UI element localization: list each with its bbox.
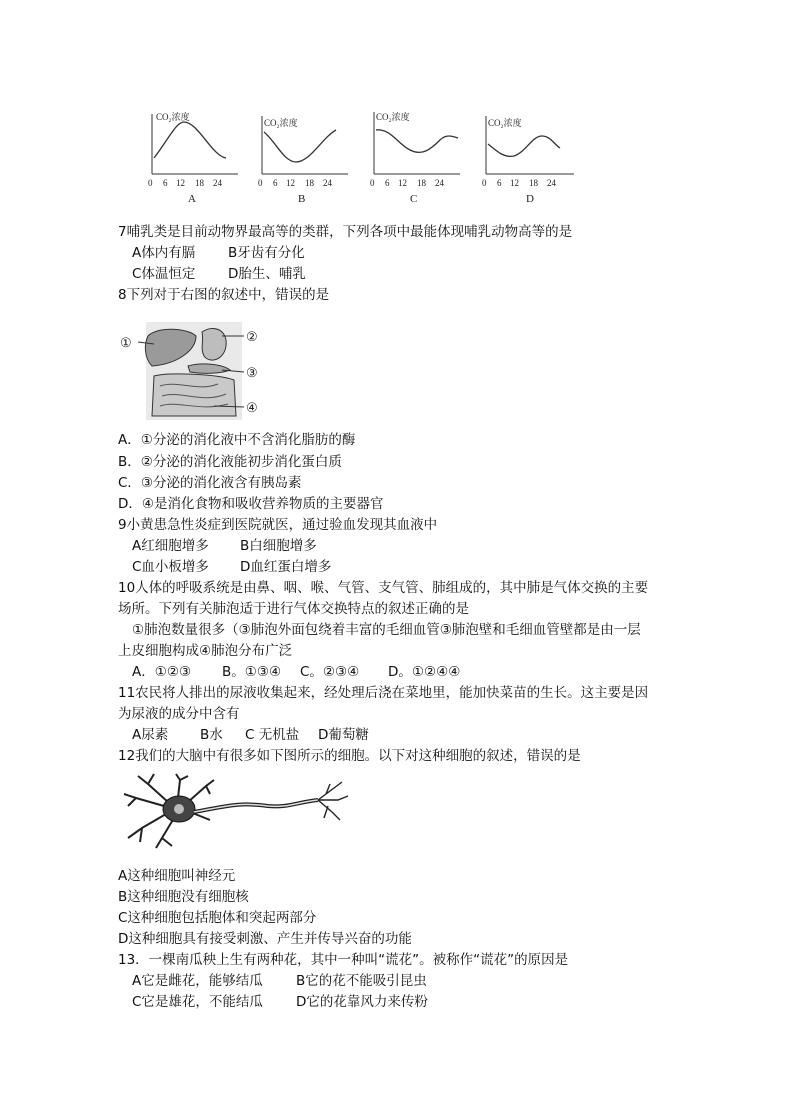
q8-option-d: D．④是消化食物和吸收营养物质的主要器官 [118, 496, 384, 512]
q9-option-a: A红细胞增多 [132, 538, 209, 554]
graph-a-tick-1: 6 [163, 178, 168, 188]
graph-d [482, 116, 574, 205]
graph-a-tick-3: 18 [195, 178, 204, 188]
graph-d-tick-0: 0 [482, 178, 487, 188]
figure-label-2: ② [246, 329, 258, 344]
q10-stem-line4: 上皮细胞构成④肺泡分布广泛 [118, 643, 293, 659]
graph-a-tick-0: 0 [148, 178, 153, 188]
q10-stem-line3: ①肺泡数量很多（③肺泡外面包绕着丰富的毛细血管③肺泡壁和毛细血管壁都是由一层 [132, 622, 641, 638]
graph-c-tick-1: 6 [385, 178, 390, 188]
digestive-system-figure [118, 316, 268, 420]
q11-option-b: B水 [200, 727, 223, 743]
graph-d-tick-4: 24 [547, 178, 556, 188]
q12-option-c: C这种细胞包括胞体和突起两部分 [118, 910, 317, 926]
graph-b-curve [264, 130, 336, 162]
q7-option-d: D胎生、哺乳 [228, 266, 306, 282]
q13-stem: 13．一棵南瓜秧上生有两种花，其中一种叫“谎花”。被称作“谎花”的原因是 [118, 952, 569, 968]
graph-b-tick-3: 18 [305, 178, 314, 188]
q8-stem: 8下列对于右图的叙述中，错误的是 [118, 287, 330, 303]
co2-graphs [140, 108, 580, 208]
graph-c [370, 111, 460, 205]
graph-d-tick-2: 12 [510, 178, 519, 188]
graph-a-tick-2: 12 [176, 178, 185, 188]
q10-stem-line2: 场所。下列有关肺泡适于进行气体交换特点的叙述正确的是 [118, 601, 469, 617]
graph-b-tick-4: 24 [323, 178, 332, 188]
graph-d-tick-1: 6 [497, 178, 502, 188]
q10-option-d: D。①②④④ [388, 664, 461, 680]
q13-option-b: B它的花不能吸引昆虫 [296, 973, 427, 989]
q12-stem: 12我们的大脑中有很多如下图所示的细胞。以下对这种细胞的叙述，错误的是 [118, 748, 581, 764]
q10-option-b: B。①③④ [222, 664, 282, 680]
graph-a-curve [154, 122, 226, 158]
graph-b-tick-2: 12 [286, 178, 295, 188]
graph-c-ylabel: CO₂浓度 [376, 112, 410, 122]
graph-c-label: C [410, 193, 418, 205]
graph-d-label: D [526, 193, 534, 205]
q12-option-a: A这种细胞叫神经元 [118, 868, 236, 884]
figure-label-3: ③ [246, 365, 258, 380]
q9-stem: 9小黄患急性炎症到医院就医，通过验血发现其血液中 [118, 517, 438, 533]
graph-d-tick-3: 18 [529, 178, 538, 188]
graph-b-tick-0: 0 [258, 178, 263, 188]
graph-d-curve [488, 136, 560, 156]
q10-stem-line1: 10人体的呼吸系统是由鼻、咽、喉、气管、支气管、肺组成的，其中肺是气体交换的主要 [118, 580, 649, 596]
q11-stem-line1: 11农民将人排出的尿液收集起来，经处理后浇在菜地里，能加快菜苗的生长。这主要是因 [118, 685, 649, 701]
graph-b-ylabel: CO₂浓度 [264, 118, 298, 128]
q9-option-c: C血小板增多 [132, 559, 209, 575]
graph-b-label: B [298, 193, 306, 205]
q12-option-d: D这种细胞具有接受刺激、产生并传导兴奋的功能 [118, 931, 412, 947]
q7-option-a: A体内有膈 [132, 245, 196, 261]
q12-option-b: B这种细胞没有细胞核 [118, 889, 249, 905]
neuron-figure [118, 772, 350, 850]
graph-a [148, 111, 238, 205]
q10-option-a: A．①②③ [132, 664, 192, 680]
q11-option-c: C 无机盐 [245, 727, 300, 743]
graph-c-tick-3: 18 [417, 178, 426, 188]
graph-b [258, 116, 348, 205]
figure-label-1: ① [120, 335, 132, 350]
graph-c-tick-2: 12 [398, 178, 407, 188]
graph-c-curve [376, 130, 458, 153]
q10-option-c: C。②③④ [300, 664, 360, 680]
q8-option-b: B．②分泌的消化液能初步消化蛋白质 [118, 454, 342, 470]
graph-a-ylabel: CO₂浓度 [156, 112, 190, 122]
graph-c-tick-4: 24 [435, 178, 444, 188]
graph-a-tick-4: 24 [213, 178, 222, 188]
q13-option-c: C它是雄花，不能结瓜 [132, 994, 263, 1010]
q13-option-a: A它是雌花，能够结瓜 [132, 973, 263, 989]
q9-option-d: D血红蛋白增多 [240, 559, 332, 575]
q11-option-d: D葡萄糖 [318, 727, 369, 743]
q7-option-c: C体温恒定 [132, 266, 196, 282]
graph-d-ylabel: CO₂浓度 [488, 118, 522, 128]
graph-c-tick-0: 0 [370, 178, 375, 188]
q8-option-c: C．③分泌的消化液含有胰岛素 [118, 475, 302, 491]
q8-option-a: A．①分泌的消化液中不含消化脂肪的酶 [118, 432, 356, 448]
q9-option-b: B白细胞增多 [240, 538, 317, 554]
graph-b-tick-1: 6 [273, 178, 278, 188]
q13-option-d: D它的花靠风力来传粉 [296, 994, 428, 1010]
q11-stem-line2: 为尿液的成分中含有 [118, 706, 240, 722]
figure-label-4: ④ [246, 400, 258, 415]
graph-a-label: A [188, 193, 196, 205]
q7-option-b: B牙齿有分化 [228, 245, 305, 261]
q7-stem: 7哺乳类是目前动物界最高等的类群，下列各项中最能体现哺乳动物高等的是 [118, 224, 573, 240]
q11-option-a: A尿素 [132, 727, 169, 743]
